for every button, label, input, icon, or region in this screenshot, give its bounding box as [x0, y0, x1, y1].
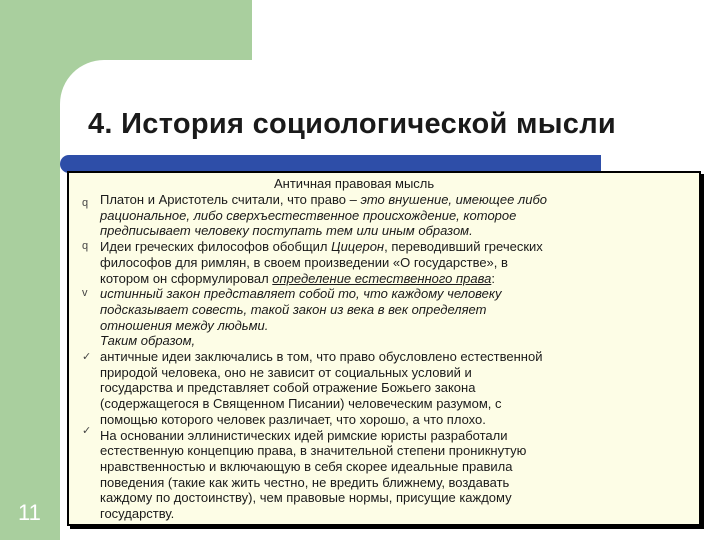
bullet-icon: q [82, 197, 89, 209]
text-line: каждому по достоинству), чем правовые нормы, присущие каждому [100, 490, 512, 506]
text-line: нравственностью и включающую в себя скорее идеальные правила [100, 458, 513, 474]
slide-body-text [100, 192, 696, 522]
text-line: Идеи греческих философов обобщил Цицерон, переводивший греческих [100, 239, 543, 255]
text-line: (содержащегося в Священном Писании) человеческим разумом, с [100, 396, 502, 412]
text-line: рациональное, либо сверхъестественное происхождение, которое [100, 207, 517, 223]
text-line: Платон и Аристотель считали, что право – это внушение, имеющее либо [100, 192, 548, 207]
text-line: поведения (такие как жить честно, не вредить ближнему, воздавать [100, 474, 510, 490]
text-line: философов для римлян, в своем произведении «О государстве», в [100, 254, 508, 270]
text-line: помощью которого человек различает, что хорошо, а что плохо. [100, 411, 486, 427]
text-line: котором он сформулировал определение естественного права: [100, 270, 495, 286]
slide-title: 4. История социологической мысли [88, 108, 617, 140]
section-subheading: Античная правовая мысль [274, 176, 435, 191]
bullet-icon: q [82, 240, 89, 252]
text-line: государству. [100, 506, 175, 522]
text-line: На основании эллинистических идей римские юристы разработали [100, 427, 508, 443]
text-line: государства и представляет собой отражение Божьего закона [100, 380, 476, 396]
text-line: подсказывает совесть, такой закон из века в век определяет [100, 301, 487, 317]
checkmark-bullet-icon: ✓ [82, 425, 92, 437]
text-line: истинный закон представляет собой то, что каждому человеку [100, 286, 502, 302]
text-line: естественную концепцию права, в значительной степени проникнутую [100, 443, 527, 459]
slide-number: 11 [18, 500, 41, 525]
bullet-icon: v [82, 287, 88, 299]
text-line: отношения между людьми. [100, 317, 269, 333]
text-line: Таким образом, [100, 333, 196, 349]
checkmark-bullet-icon: ✓ [82, 351, 92, 363]
text-line: предписывает человеку поступать тем или иным образом. [100, 223, 473, 239]
text-line: природой человека, оно не зависит от социальных условий и [100, 364, 472, 380]
text-line: античные идеи заключались в том, что право обусловлено естественной [100, 349, 543, 365]
